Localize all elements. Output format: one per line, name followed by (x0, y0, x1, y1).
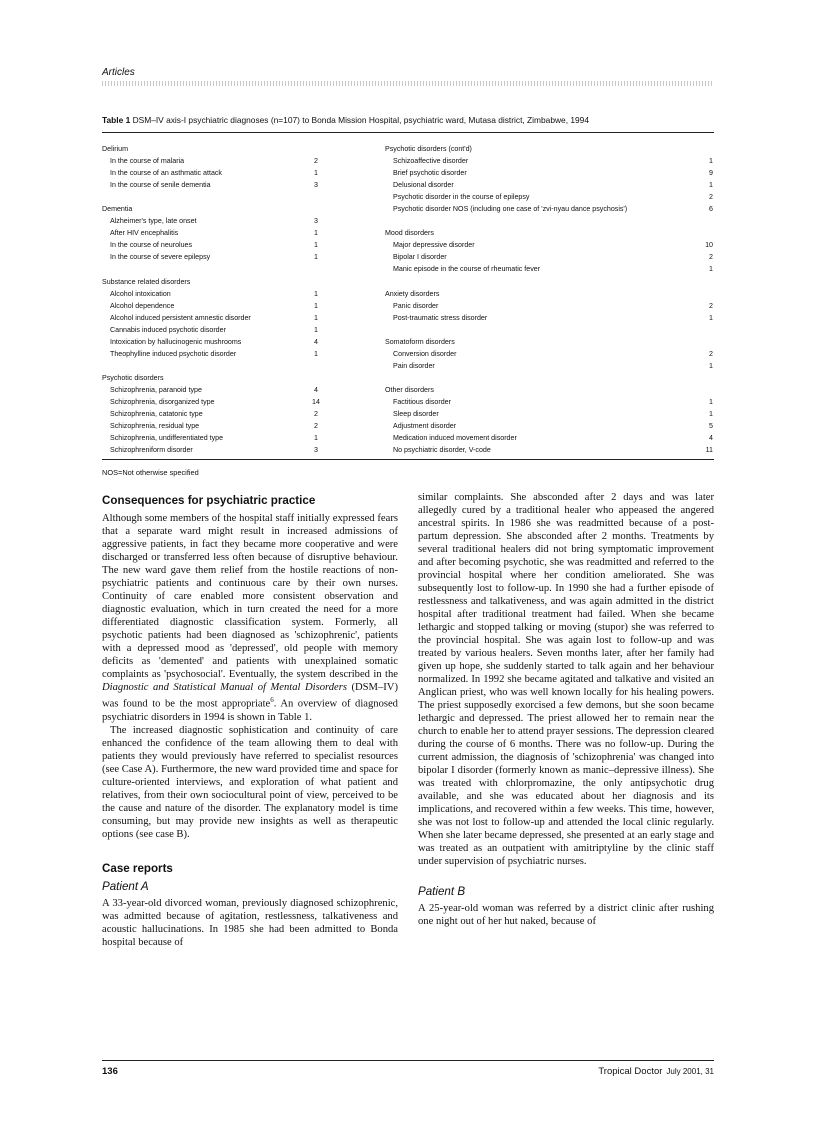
diagnosis-count: 2 (709, 253, 713, 262)
diagnosis-count: 1 (314, 289, 318, 298)
paragraph-consequences (102, 512, 398, 724)
diagnosis-count: 1 (709, 410, 713, 419)
table-category-row (102, 372, 346, 384)
diagnosis-label: Schizophrenia, undifferentiated type (110, 434, 224, 443)
table-row (385, 408, 713, 420)
category-label: Delirium (102, 145, 129, 153)
table-caption-label: Table 1 (102, 115, 131, 125)
diagnosis-count: 1 (314, 253, 318, 262)
paragraph-patient-a-continued: similar complaints. She absconded after 2 days and was later allegedly cured by a traditional healer who appeased the angered ancestral spirits. In 1986 she was readmitted because of a post-partum depression. She absconded after 2 months. Treatments by several traditional healers did not bring symptomatic improvement and after becoming psychotic, she was readmitted and referred to the provincial hospital where her condition ameliorated. She was subsequently lost to follow-up. In 1990 she had a further episode of restlessness and talkativeness, and was again admitted in the district hospital after traditional treatment had failed. When she became lethargic and stopped talking or moving (stupor) she was referred to the provincial hospital. She was again lost to follow-up and was treated by various healers. Seven months later, after her family had given up hope, she suddenly started to talk again and her behaviour normalized. In 1992 she became agitated and talkative and visited an Anglican priest, who was well known locally for his healing powers. The priest supposedly exorcised a few demons, but she soon became lethargic and depressed. The priest allowed her to remain near the church to enable her to attend prayer sessions. The depression cleared during the course of 6 months. There was no follow-up. During the current admission, the diagnosis of 'schizophrenia' was changed into bipolar I disorder (formerly known as manic–depressive illness). She was treated with chlorpromazine, the only antipsychotic drug available, and she was educated about her diagnosis and its implications, and recovered within a few weeks. This time, however, she was not lost to follow-up and attended the local clinic regularly. When she later became depressed, she presented at an early stage and was treated as an outpatient with amitriptyline by the clinic staff under supervision of psychiatric nurses. (418, 492, 714, 867)
table-bottom-rule (102, 459, 714, 460)
paragraph-patient-a: A 33-year-old divorced woman, previously diagnosed schizophrenic, was admitted because of agitation, restlessness, talkativeness and acoustic hallucinations. In 1985 she had been admitted to Bonda hospital because of (102, 897, 398, 948)
section-label: Articles (102, 67, 135, 78)
table-row (102, 155, 346, 167)
table-row (102, 312, 346, 324)
table-category-row (385, 227, 713, 239)
diagnosis-count: 10 (705, 241, 713, 250)
diagnosis-label: Major depressive disorder (393, 241, 475, 250)
diagnosis-label: Conversion disorder (393, 349, 457, 358)
table-spacer (385, 276, 713, 288)
diagnosis-label: Post-traumatic stress disorder (393, 313, 488, 322)
diagnosis-label: Sleep disorder (393, 410, 439, 419)
category-label: Psychotic disorders (cont'd) (385, 145, 472, 153)
heading-patient-a: Patient A (102, 879, 149, 893)
table-category-row (385, 336, 713, 348)
diagnosis-label: In the course of neurolues (110, 241, 193, 250)
diagnosis-count: 4 (709, 434, 713, 443)
table-row (385, 263, 713, 275)
diagnosis-count: 4 (314, 385, 318, 394)
diagnosis-label: Schizophrenia, residual type (110, 422, 200, 431)
diagnosis-count: 4 (314, 337, 318, 346)
diagnosis-label: Psychotic disorder in the course of epilepsy (393, 193, 530, 202)
diagnosis-count: 2 (709, 301, 713, 310)
table-row (102, 324, 346, 336)
diagnosis-label: Schizophreniform disorder (110, 446, 193, 455)
diagnosis-label: Delusional disorder (393, 181, 454, 190)
table-row (102, 179, 346, 191)
table-category-row (102, 276, 346, 288)
table-row (385, 360, 713, 372)
table-category-row (385, 384, 713, 396)
paragraph-text: (DSM–IV) was found to be the most appropriate (102, 682, 398, 710)
table-row (102, 396, 346, 408)
diagnosis-count: 1 (314, 325, 318, 334)
table-row (102, 227, 346, 239)
diagnosis-count: 5 (709, 422, 713, 431)
table-row (102, 384, 346, 396)
manual-title: Diagnostic and Statistical Manual of Mental Disorders (102, 682, 347, 693)
diagnosis-label: Cannabis induced psychotic disorder (110, 325, 226, 334)
category-label: Substance related disorders (102, 277, 191, 286)
page-number: 136 (102, 1066, 118, 1077)
table-row (385, 396, 713, 408)
diagnosis-count: 2 (314, 157, 318, 166)
journal-citation (520, 1066, 714, 1077)
table-row (102, 300, 346, 312)
diagnosis-label: After HIV encephalitis (110, 229, 179, 238)
table-row (102, 348, 346, 360)
diagnosis-label: Alcohol intoxication (110, 289, 171, 298)
table-row (102, 288, 346, 300)
table-top-rule (102, 132, 714, 133)
diagnosis-count: 14 (312, 397, 320, 406)
table-row (385, 155, 713, 167)
footer-rule (102, 1060, 714, 1061)
table-row (102, 408, 346, 420)
diagnosis-count: 2 (709, 193, 713, 202)
diagnosis-label: Schizoaffective disorder (393, 157, 469, 166)
category-label: Somatoform disorders (385, 337, 455, 346)
table-spacer (385, 324, 713, 336)
table-row (385, 167, 713, 179)
table-row (385, 251, 713, 263)
category-label: Psychotic disorders (102, 373, 164, 382)
diagnosis-label: Psychotic disorder NOS (including one case of 'zvi-nyau dance psychosis') (393, 205, 628, 214)
paragraph-sophistication: The increased diagnostic sophistication and continuity of care enhanced the confidence of the team allowing them to deal with patients they would previously have referred to specialist resources (see Case A). Furthermore, the new ward provided time and space for culture-oriented interviews, and exploration of what patient and relatives, from their own sociocultural point of view, perceived to be the cause and nature of the disorder. The explanatory model is time consuming, but may provide new insights as well as therapeutic options (see case B). (102, 724, 398, 840)
table-row (102, 444, 346, 456)
diagnosis-count: 1 (314, 241, 318, 250)
table-row (102, 239, 346, 251)
diagnosis-label: Alcohol dependence (110, 301, 175, 310)
table-spacer (385, 215, 713, 227)
table-spacer (102, 191, 346, 203)
diagnosis-label: Pain disorder (393, 361, 435, 370)
diagnosis-count: 1 (709, 265, 713, 274)
table-row (102, 215, 346, 227)
table-row (385, 239, 713, 251)
table-row (385, 203, 713, 215)
diagnosis-label: No psychiatric disorder, V-code (393, 446, 491, 455)
paragraph-text: . An overview of diagnosed psychiatric disorders in 1994 is shown in Table 1. (102, 698, 398, 723)
table-right-column (385, 143, 713, 456)
diagnosis-count: 1 (314, 169, 318, 178)
diagnosis-label: Factitious disorder (393, 397, 451, 406)
diagnosis-label: Intoxication by hallucinogenic mushrooms (110, 337, 242, 346)
diagnosis-label: Bipolar I disorder (393, 253, 447, 262)
diagnosis-label: Schizophrenia, catatonic type (110, 410, 203, 419)
table-spacer (385, 372, 713, 384)
heading-case-reports: Case reports (102, 861, 173, 875)
diagnosis-count: 2 (709, 349, 713, 358)
diagnosis-label: In the course of an asthmatic attack (110, 169, 222, 178)
journal-name: Tropical Doctor (598, 1066, 663, 1077)
table-category-row (102, 143, 346, 155)
paragraph-text: Although some members of the hospital staff initially expressed fears that a separate ward might result in increased admissions of aggressive patients, in fact they became more cooperative and were discharged or transferred less often because of disruptive behaviour. The new ward gave them relief from the hostile reactions of non-psychiatric patients and continuous care by their own nurses. Continuity of care enabled more consistent observation and diagnostic evaluation, which in turn created the need for a more differentiated diagnostic classification system. Formerly, all psychotic patients had been diagnosed as 'schizophrenic', patients with a depressed mood as 'depressed', old people with memory deficits as 'demented' and patients with unexplained somatic complaints as 'psychosocial'. Eventually, the system described in the (102, 513, 398, 680)
diagnosis-label: Theophylline induced psychotic disorder (110, 349, 237, 358)
category-label: Mood disorders (385, 229, 434, 238)
diagnosis-label: Schizophrenia, disorganized type (110, 397, 215, 406)
table-row (385, 300, 713, 312)
category-label: Dementia (102, 205, 133, 214)
table-row (385, 191, 713, 203)
table-caption (102, 115, 714, 125)
diagnosis-count: 3 (314, 181, 318, 190)
diagnosis-count: 9 (709, 169, 713, 178)
diagnosis-count: 2 (314, 410, 318, 419)
body-left-column (102, 491, 398, 949)
diagnosis-count: 1 (314, 434, 318, 443)
table-row (102, 336, 346, 348)
diagnosis-count: 1 (314, 229, 318, 238)
table-spacer (102, 263, 346, 275)
diagnosis-count: 1 (314, 301, 318, 310)
body-right-column (418, 491, 714, 928)
table-row (385, 348, 713, 360)
table-row (385, 312, 713, 324)
table-caption-text: DSM–IV axis-I psychiatric diagnoses (n=107) to Bonda Mission Hospital, psychiatric ward, Mutasa district, Zimbabwe, 1994 (130, 115, 589, 125)
table-spacer (102, 360, 346, 372)
table-row (102, 420, 346, 432)
reference-superscript: 6 (270, 696, 274, 704)
diagnosis-label: Alzheimer's type, late onset (110, 217, 197, 226)
diagnosis-label: In the course of malaria (110, 157, 185, 166)
header-hatch-divider (102, 81, 714, 86)
diagnosis-count: 1 (314, 313, 318, 322)
table-footnote: NOS=Not otherwise specified (102, 468, 199, 477)
journal-issue: July 2001, 31 (666, 1067, 714, 1076)
table-row (102, 251, 346, 263)
category-label: Anxiety disorders (385, 289, 440, 298)
table-category-row (385, 143, 713, 155)
paragraph-patient-b: A 25-year-old woman was referred by a district clinic after rushing one night out of her hut naked, because of (418, 903, 714, 927)
table-row (102, 167, 346, 179)
diagnosis-label: Adjustment disorder (393, 422, 457, 431)
table-row (102, 432, 346, 444)
diagnosis-count: 2 (314, 422, 318, 431)
diagnosis-label: Brief psychotic disorder (393, 169, 467, 178)
diagnosis-count: 1 (709, 361, 713, 370)
diagnosis-count: 1 (709, 181, 713, 190)
diagnosis-count: 11 (705, 446, 713, 455)
table-row (385, 432, 713, 444)
table-row (385, 444, 713, 456)
category-label: Other disorders (385, 385, 434, 394)
heading-patient-b: Patient B (418, 885, 466, 898)
table-row (385, 420, 713, 432)
diagnosis-label: Panic disorder (393, 301, 439, 310)
diagnosis-count: 6 (709, 205, 713, 214)
diagnosis-count: 3 (314, 217, 318, 226)
table-row (385, 179, 713, 191)
diagnosis-label: Manic episode in the course of rheumatic fever (393, 265, 541, 274)
diagnosis-count: 1 (709, 397, 713, 406)
diagnosis-count: 1 (709, 157, 713, 166)
table-left-column (102, 143, 346, 456)
diagnosis-label: Alcohol induced persistent amnestic disorder (110, 313, 251, 322)
diagnosis-count: 3 (314, 446, 318, 455)
diagnosis-count: 1 (314, 349, 318, 358)
diagnosis-label: In the course of senile dementia (110, 181, 211, 190)
diagnosis-label: In the course of severe epilepsy (110, 253, 211, 262)
table-category-row (102, 203, 346, 215)
table-category-row (385, 288, 713, 300)
diagnosis-label: Medication induced movement disorder (393, 434, 517, 443)
heading-consequences: Consequences for psychiatric practice (102, 494, 316, 507)
diagnosis-count: 1 (709, 313, 713, 322)
diagnosis-label: Schizophrenia, paranoid type (110, 385, 202, 394)
